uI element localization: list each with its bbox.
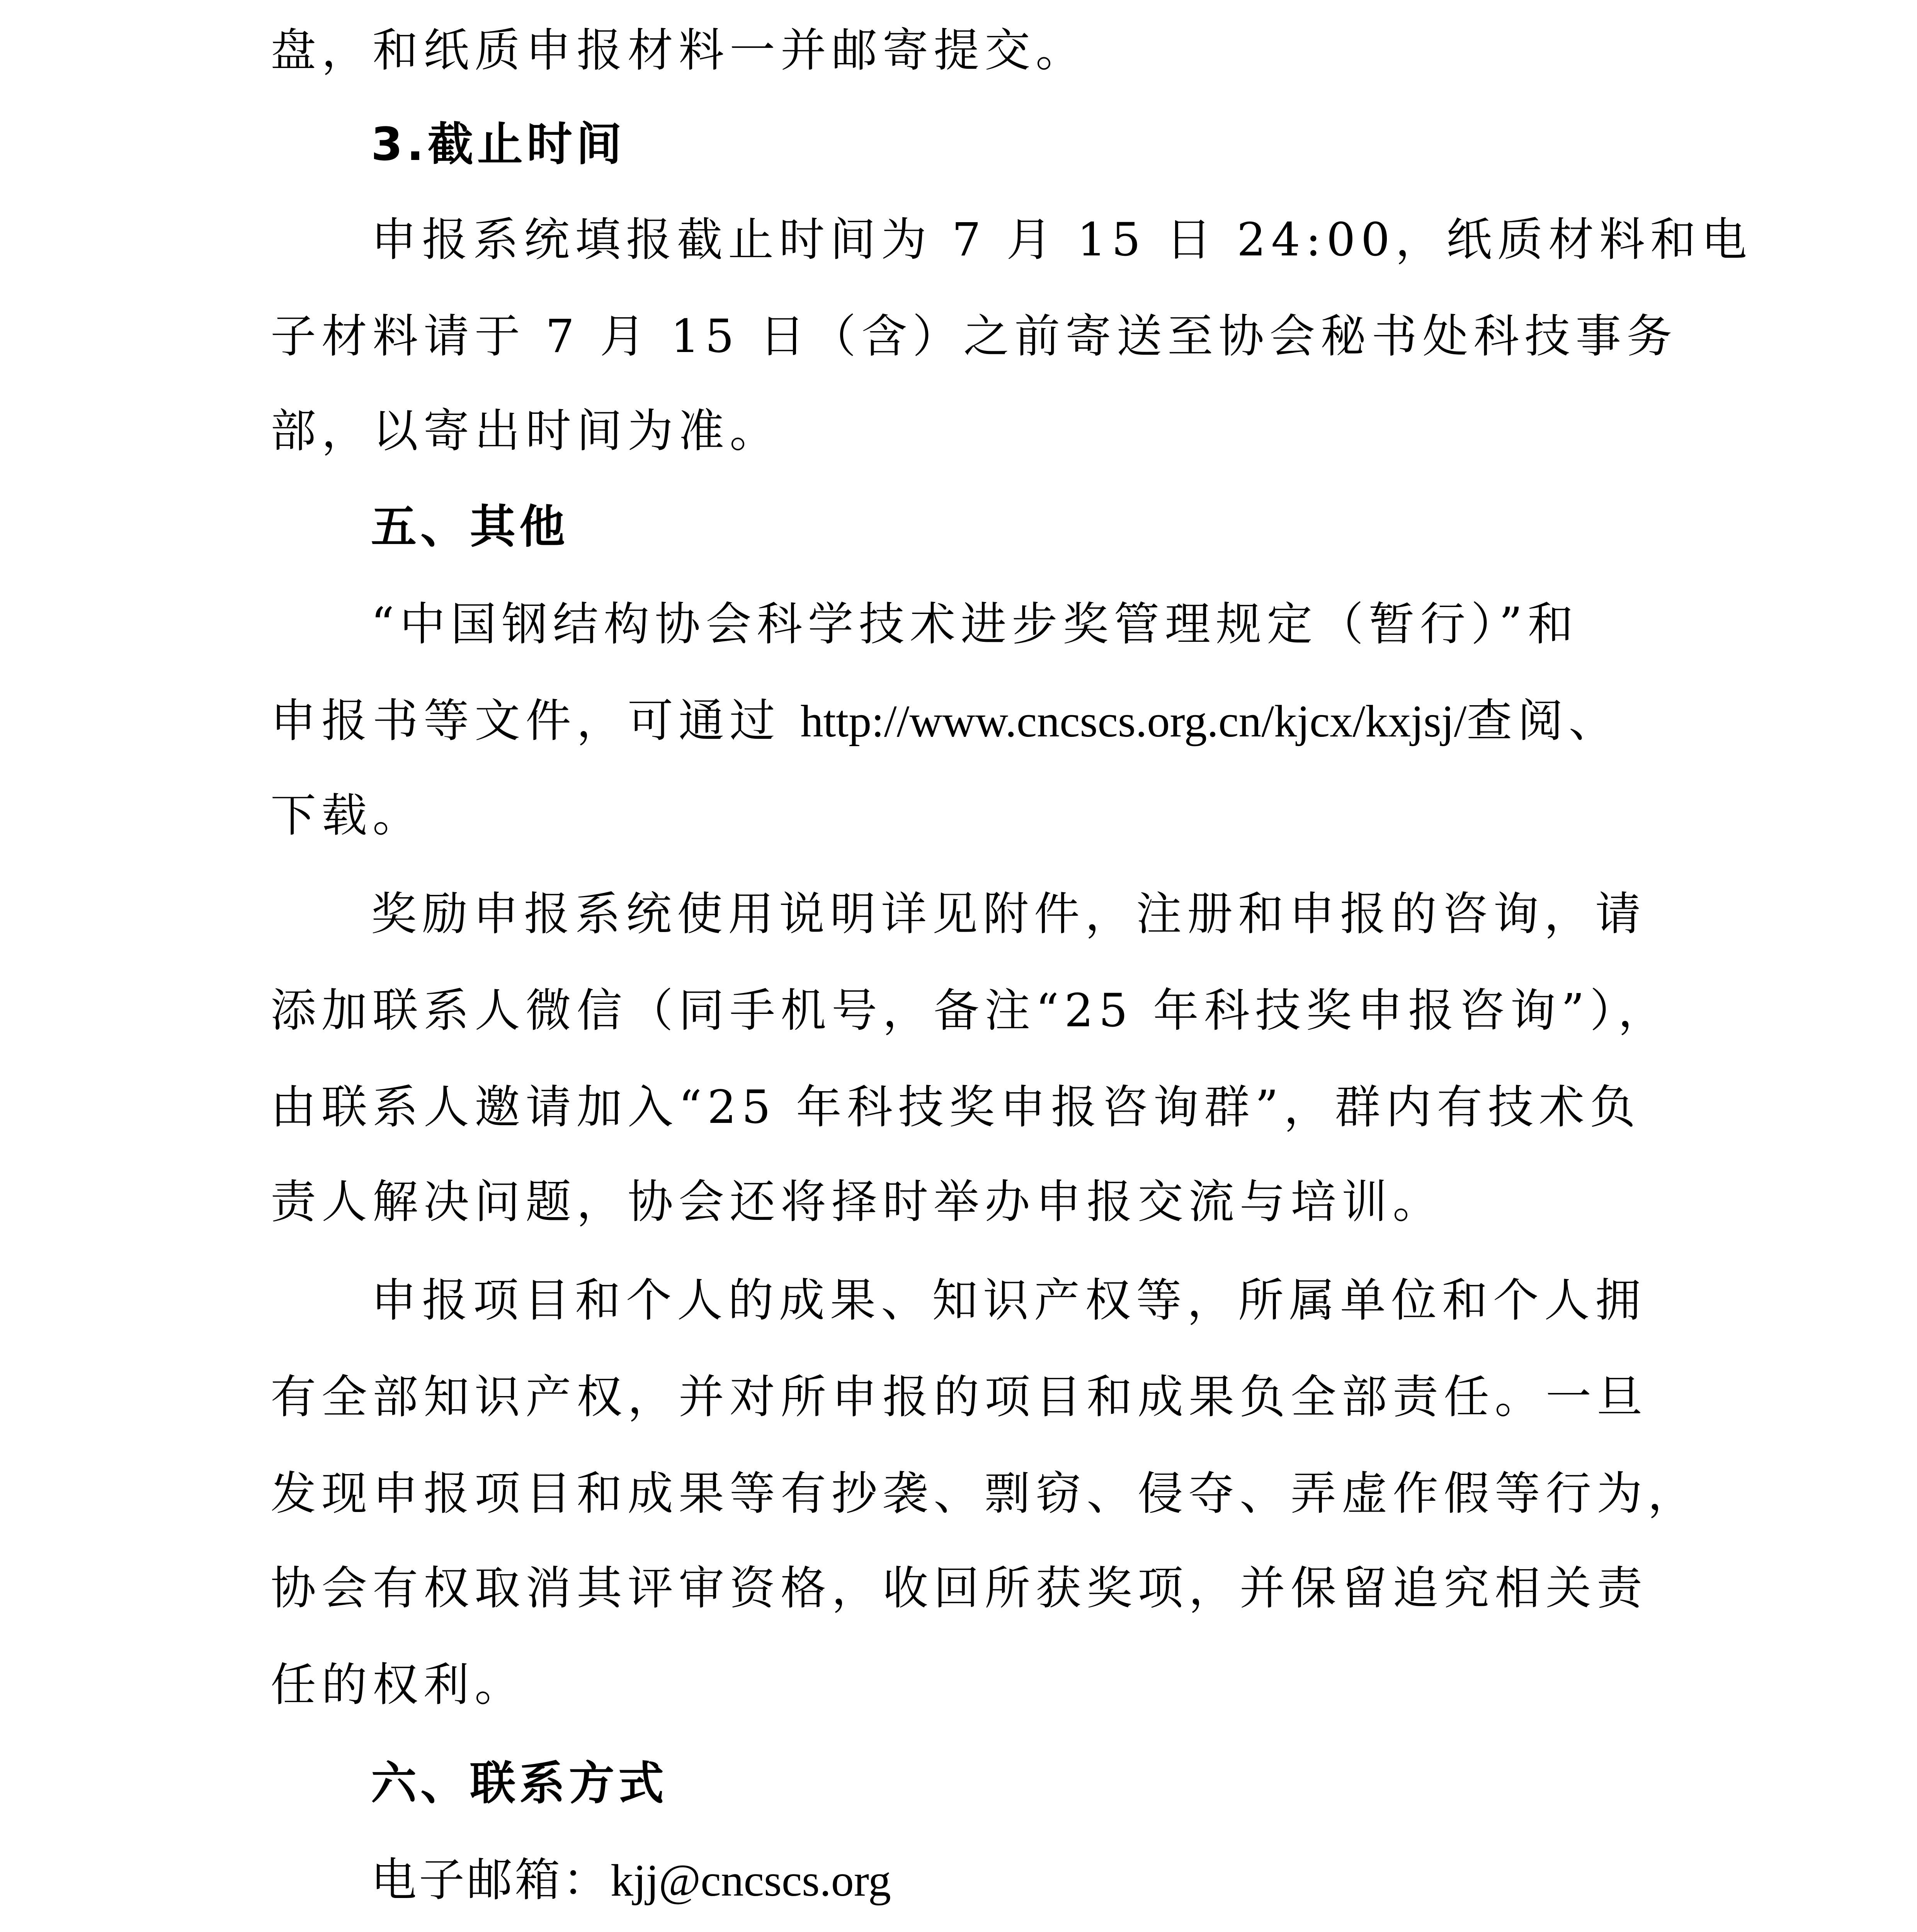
paragraph-line: 责人解决问题，协会还将择时举办申报交流与培训。 [270,1175,1444,1228]
paragraph-line: “中国钢结构协会科学技术进步奖管理规定（暂行）”和 [371,597,1579,651]
paragraph-line: 由联系人邀请加入“25 年科技奖申报咨询群”，群内有技术负 [270,1080,1641,1134]
paragraph-line: 发现申报项目和成果等有抄袭、剽窃、侵夺、弄虚作假等行为， [270,1467,1699,1520]
section-heading-deadline: 3.截止时间 [371,117,626,171]
paragraph-line: 盘，和纸质申报材料一并邮寄提交。 [270,24,1087,77]
paragraph-text: 申报书等文件，可通过 [270,694,801,747]
paragraph-line: 申报项目和个人的成果、知识产权等，所属单位和个人拥 [371,1274,1647,1327]
email-label: 电子邮箱： [371,1853,611,1906]
paragraph-line: 子材料请于 7 月 15 日（含）之前寄送至协会秘书处科技事务 [270,310,1678,363]
contact-email-row [371,1851,891,1910]
download-url-link[interactable]: http://www.cncscs.org.cn/kjcx/kxjsj/ [800,696,1467,747]
email-link[interactable]: kjj@cncscs.org [611,1855,891,1906]
paragraph-line: 有全部知识产权，并对所申报的项目和成果负全部责任。一旦 [270,1370,1648,1423]
paragraph-line: 任的权利。 [270,1658,526,1711]
paragraph-line: 协会有权取消其评审资格，收回所获奖项，并保留追究相关责 [270,1561,1648,1615]
paragraph-line: 部，以寄出时间为准。 [270,404,781,457]
paragraph-line: 添加联系人微信（同手机号，备注“25 年科技奖申报咨询”）， [270,984,1669,1037]
paragraph-line-with-link [270,692,1619,750]
section-heading-other: 五、其他 [371,500,569,553]
paragraph-line: 申报系统填报截止时间为 7 月 15 日 24:00，纸质材料和电 [371,213,1752,266]
paragraph-line: 下载。 [270,789,424,842]
section-heading-contact: 六、联系方式 [371,1757,668,1810]
paragraph-line: 奖励申报系统使用说明详见附件，注册和申报的咨询，请 [371,887,1647,940]
paragraph-text: 查阅、 [1466,694,1620,747]
